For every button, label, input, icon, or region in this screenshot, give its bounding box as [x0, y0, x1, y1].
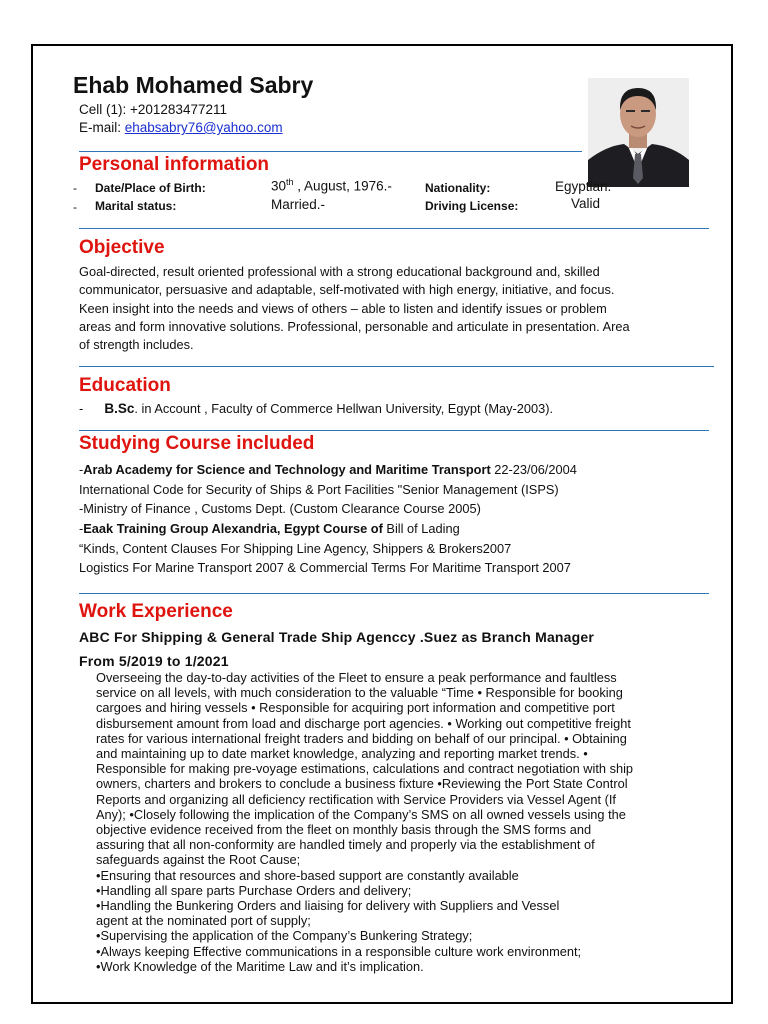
- work-line: •Always keeping Effective communications in a responsible culture work environment;: [96, 943, 582, 959]
- work-line: Reports and organizing all deficiency rectification with Service Providers via Vessel Agent (If: [96, 791, 616, 807]
- work-line: •Work Knowledge of the Maritime Law and it’s implication.: [96, 958, 424, 974]
- dob-value: 30th , August, 1976.-: [271, 177, 392, 194]
- objective-line: areas and form innovative solutions. Professional, personable and articulate in presentation. Area: [79, 318, 630, 334]
- section-heading-courses: Studying Course included: [79, 433, 315, 454]
- email-line: [79, 120, 283, 135]
- course-line: -Arab Academy for Science and Technology and Maritime Transport 22-23/06/2004: [79, 462, 577, 477]
- divider: [79, 366, 714, 367]
- work-line: Responsible for making pre-voyage estimations, calculations and contract negotiation with ship: [96, 761, 634, 777]
- candidate-name: Ehab Mohamed Sabry: [73, 72, 314, 98]
- education-entry: [79, 401, 553, 416]
- nationality-value: Egyptian.: [555, 179, 612, 194]
- work-line: Any); •Closely following the implication of the Company’s SMS on all owned vessels using the: [96, 806, 626, 822]
- dob-label: Date/Place of Birth:: [95, 181, 206, 195]
- course-line: -Eaak Training Group Alexandria, Egypt Course of Bill of Lading: [79, 521, 460, 536]
- bullet-dash: -: [79, 401, 84, 416]
- divider: [79, 593, 709, 594]
- objective-line: of strength includes.: [79, 337, 194, 353]
- work-line: agent at the nominated port of supply;: [96, 913, 311, 929]
- work-line: disbursement amount from load and discharge port agencies. • Working out competitive freight: [96, 715, 631, 731]
- work-line: objective evidence received from the fleet on monthly basis through the SMS forms and: [96, 822, 592, 838]
- course-line: International Code for Security of Ships & Port Facilities "Senior Management (ISPS): [79, 482, 559, 497]
- work-line: and maintaining up to date market knowledge, analyzing and reporting market trends. •: [96, 746, 588, 762]
- work-line: safeguards against the Root Cause;: [96, 852, 301, 868]
- section-heading-work: Work Experience: [79, 601, 233, 622]
- work-line: Overseeing the day-to-day activities of the Fleet to ensure a peak performance and faultless: [96, 670, 617, 685]
- email-link[interactable]: ehabsabry76@yahoo.com: [124, 120, 283, 135]
- objective-text: [79, 263, 639, 354]
- work-line: •Supervising the application of the Company’s Bunkering Strategy;: [96, 928, 473, 944]
- portrait-photo: [588, 78, 689, 187]
- objective-line: Keen insight into the needs and views of others – able to listen and identify issues or problem: [79, 300, 607, 316]
- divider: [79, 228, 709, 229]
- divider: [79, 151, 582, 152]
- nationality-label: Nationality:: [425, 181, 491, 195]
- divider: [79, 430, 709, 431]
- work-line: assuring that all non-conformity are handled timely and properly via the establishment of: [96, 837, 595, 853]
- work-line: rates for various international freight traders and bidding on behalf of our principal. • Obtaining: [96, 730, 627, 746]
- work-company: ABC For Shipping & General Trade Ship Agenccy .Suez as Branch Manager: [79, 629, 595, 645]
- email-label: E-mail:: [79, 120, 125, 135]
- bullet-dash: -: [73, 200, 77, 214]
- license-label: Driving License:: [425, 199, 519, 213]
- work-line: •Handling all spare parts Purchase Orders and delivery;: [96, 882, 412, 898]
- cell-phone: Cell (1): +201283477211: [79, 102, 227, 117]
- section-heading-objective: Objective: [79, 237, 165, 258]
- work-line: service on all levels, with much consideration to the valuable “Time • Responsible for booking: [96, 685, 623, 701]
- work-line: owners, charters and brokers to conclude a business fixture •Reviewing the Port State Control: [96, 776, 628, 792]
- work-line: •Handling the Bunkering Orders and liaising for delivery with Suppliers and Vessel: [96, 898, 560, 914]
- objective-line: communicator, persuasive and adaptable, self-motivated with high energy, initiative, and focus.: [79, 282, 615, 298]
- course-line: “Kinds, Content Clauses For Shipping Line Agency, Shippers & Brokers2007: [79, 541, 512, 556]
- license-value: Valid: [571, 196, 601, 211]
- work-line: •Ensuring that resources and shore-based support are constantly available: [96, 867, 519, 883]
- bullet-dash: -: [73, 181, 77, 195]
- work-period: From 5/2019 to 1/2021: [79, 653, 229, 669]
- section-heading-education: Education: [79, 375, 171, 396]
- objective-line: Goal-directed, result oriented professional with a strong educational background and, skilled: [79, 264, 600, 279]
- marital-label: Marital status:: [95, 199, 177, 213]
- degree: B.Sc: [104, 401, 135, 416]
- section-heading-personal: Personal information: [79, 154, 270, 175]
- work-description: [96, 670, 656, 974]
- degree-detail: . in Account , Faculty of Commerce Hellwan University, Egypt (May-2003).: [134, 401, 554, 416]
- course-line: -Ministry of Finance , Customs Dept. (Custom Clearance Course 2005): [79, 501, 481, 516]
- work-line: cargoes and hiring vessels • Responsible for acquiring port information and competitive port: [96, 700, 615, 716]
- marital-value: Married.-: [271, 197, 326, 212]
- course-line: Logistics For Marine Transport 2007 & Commercial Terms For Maritime Transport 2007: [79, 560, 571, 575]
